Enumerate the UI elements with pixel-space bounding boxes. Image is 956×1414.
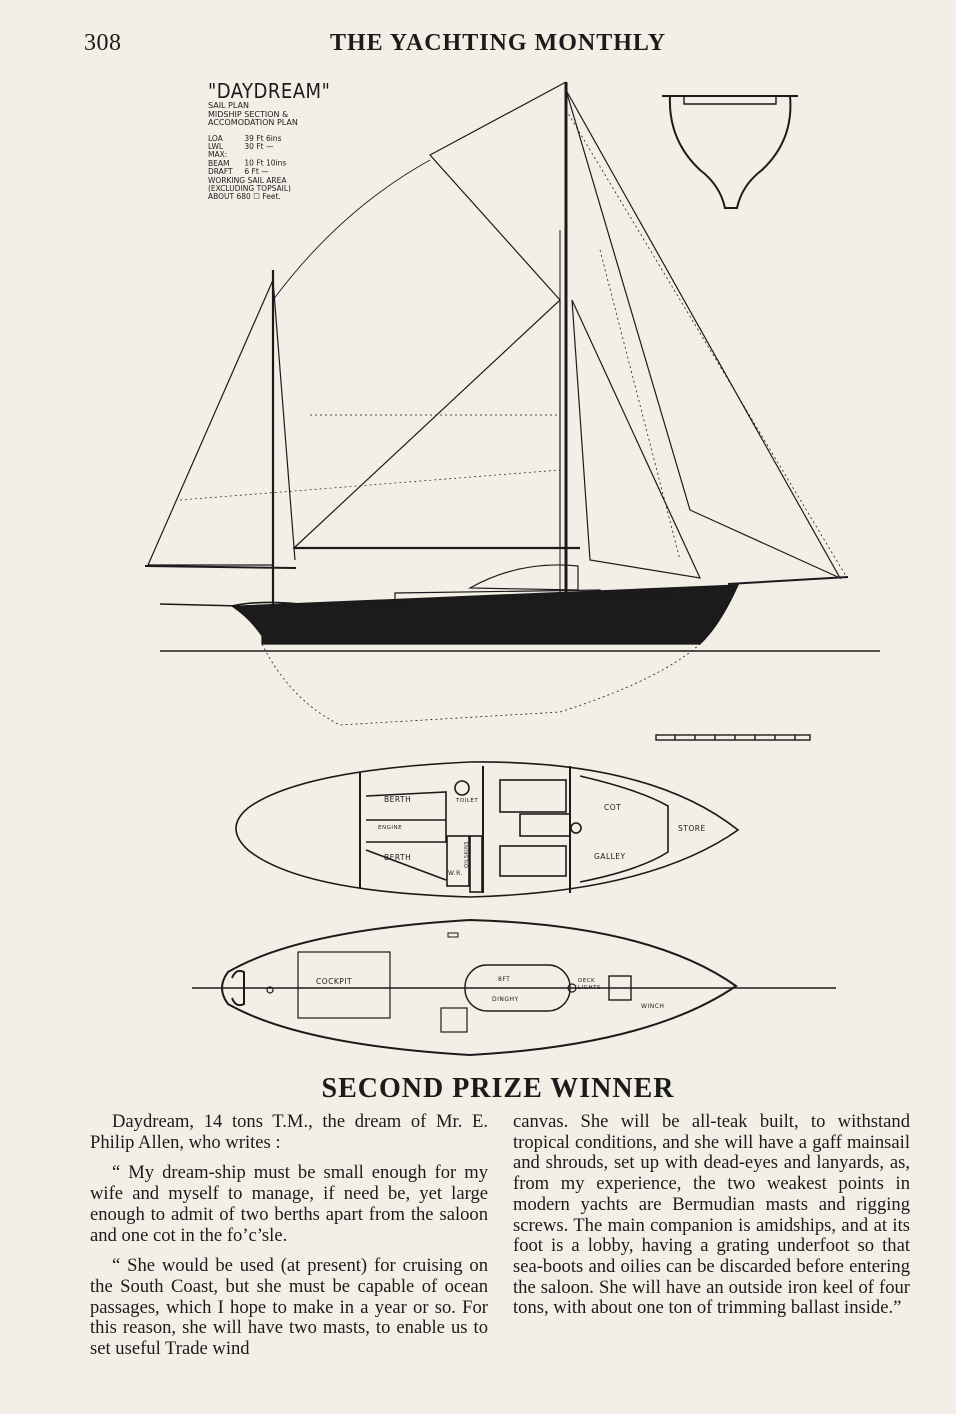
label-wr: W.R. xyxy=(448,870,464,877)
label-engine: ENGINE xyxy=(378,825,403,831)
label-dinghy: DINGHY xyxy=(492,996,519,1003)
scale-bar xyxy=(656,735,810,740)
label-deck-lights: DECK LIGHTS xyxy=(578,978,601,991)
mainsail xyxy=(294,300,560,548)
label-winch: WINCH xyxy=(641,1003,665,1010)
label-berth-bottom: BERTH xyxy=(384,853,412,862)
label-berth-top: BERTH xyxy=(384,795,412,804)
jib xyxy=(566,90,840,578)
staysail xyxy=(572,300,700,578)
label-oilskins: OILSKINS xyxy=(464,840,470,868)
article-heading: SECOND PRIZE WINNER xyxy=(321,1073,675,1104)
accommodation-plan xyxy=(236,762,738,897)
label-store: STORE xyxy=(678,824,706,833)
spec-value: 39 Ft 6ins xyxy=(244,133,282,143)
running-title: THE YACHTING MONTHLY xyxy=(329,30,667,56)
drawing-subtitle-2: MIDSHIP SECTION & xyxy=(208,109,289,119)
mizzen-sail xyxy=(148,280,273,565)
drawing-title-block xyxy=(208,80,348,202)
label-dinghy-size: 8FT xyxy=(498,976,511,983)
spec-value: 10 Ft 10ins xyxy=(244,158,287,168)
drawing-subtitle-3: ACCOMODATION PLAN xyxy=(208,118,298,127)
label-cockpit: COCKPIT xyxy=(316,977,353,986)
midship-section xyxy=(662,96,798,208)
article-column-right xyxy=(513,1112,910,1319)
article-column-left xyxy=(90,1112,488,1360)
article-paragraph: “ My dream-ship must be small enough for my wife and myself to manage, if need be, yet large enough to admit of two berths apart from the saloon and one cot in the fo’c’sle. xyxy=(90,1162,488,1246)
spec-key: MAX: BEAM xyxy=(208,150,230,168)
sail-area-line: WORKING SAIL AREA xyxy=(208,175,287,185)
page-number: 308 xyxy=(84,30,122,56)
deck-plan xyxy=(192,920,836,1055)
spec-key: LWL xyxy=(208,141,224,151)
label-galley: GALLEY xyxy=(594,852,626,861)
label-toilet: TOILET xyxy=(456,798,479,804)
label-cot: COT xyxy=(604,803,622,812)
article-paragraph: “ She would be used (at present) for cruising on the South Coast, but she must be capable of ocean passages, which I hope to make in a year or so. For this reason, she will have two masts, to enable us to set useful Trade wind xyxy=(90,1255,488,1360)
spec-key: DRAFT xyxy=(208,167,233,177)
drawing-subtitle-1: SAIL PLAN xyxy=(208,101,249,110)
spec-key: LOA xyxy=(208,133,223,143)
article-paragraph: Daydream, 14 tons T.M., the dream of Mr. E. Philip Allen, who writes : xyxy=(90,1111,488,1153)
specifications xyxy=(208,135,348,202)
topsail xyxy=(430,82,566,300)
sail-area-line: ABOUT 680 ☐ Feet. xyxy=(208,192,281,202)
article-paragraph: canvas. She will be all-teak built, to withstand tropical conditions, and she will have a gaff mainsail and shrouds, set up with dead-eyes and lanyards, as, from my experience, the two weakest points in modern yachts are Bermudian masts and rigging screws. The main companion is amidships, and at its foot is a lobby, having a grating underfoot so that sea-boots and oilies can be discarded before entering the saloon. She will have an outside iron keel of four tons, with about one ton of trimming ballast inside.” xyxy=(513,1111,910,1319)
spec-value: 6 Ft — xyxy=(244,167,269,177)
spec-value: 30 Ft — xyxy=(244,141,274,151)
sail-area-line: (EXCLUDING TOPSAIL) xyxy=(208,183,291,193)
yacht-name: "DAYDREAM" xyxy=(208,79,331,103)
